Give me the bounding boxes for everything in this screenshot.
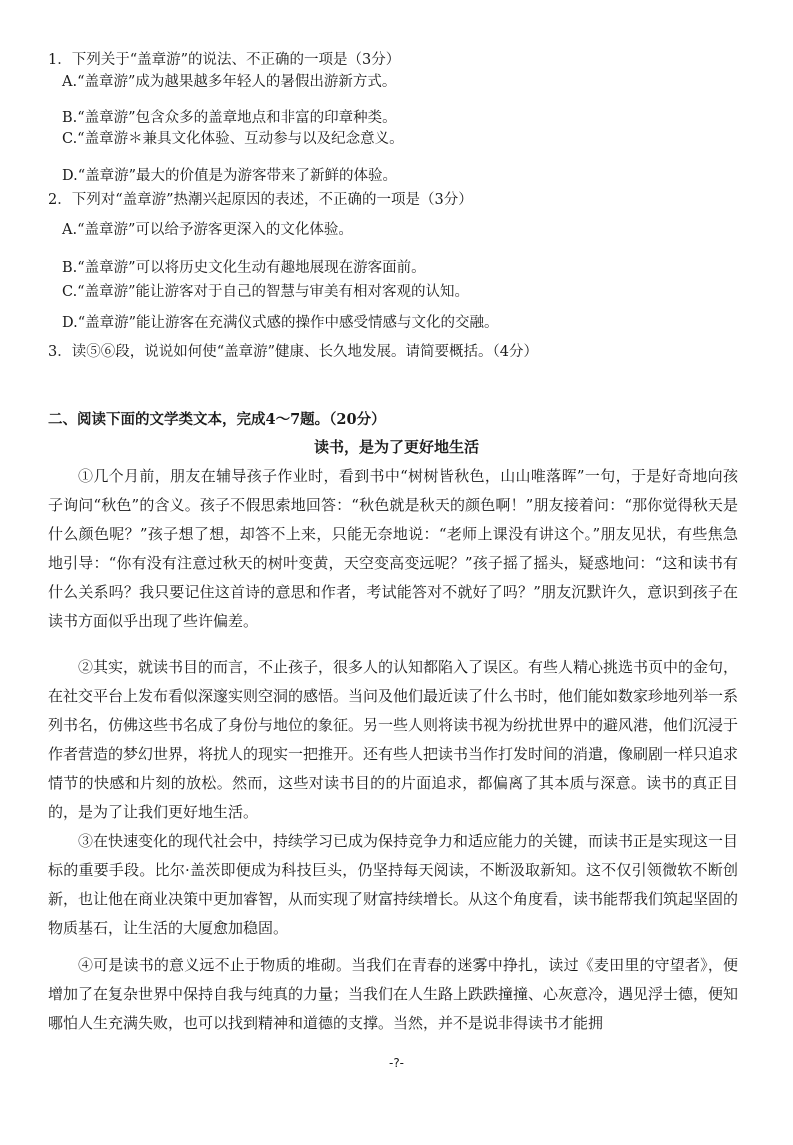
question-2-option-b: B.“盖章游”可以将历史文化生动有趣地展现在游客面前。: [62, 260, 426, 276]
question-1-option-a: A.“盖章游”成为越果越多年轻人的暑假出游新方式。: [62, 74, 397, 90]
question-2-option-a: A.“盖章游”可以给予游客更深入的文化体验。: [62, 222, 353, 238]
question-2-option-c: C.“盖章游”能让游客对于自己的智慧与审美有相对客观的认知。: [62, 284, 470, 300]
article-paragraph-1: ①几个月前，朋友在辅导孩子作业时，看到书中“树树皆秋色，山山唯落晖”一句，于是好奇地向孩子询问“秋色”的含义。孩子不假思索地回答：“秋色就是秋天的颜色啊！”朋友接着问：“那你觉得秋天是什么颜色呢？”孩子想了想，却答不上来，只能无奈地说：“老师上课没有讲这个。”朋友见状，有些焦急地引导：“你有没有注意过秋天的树叶变黄，天空变高变远呢？”孩子摇了摇头，疑惑地问：“这和读书有什么关系吗？我只要记住这首诗的意思和作者，考试能答对不就好了吗？”朋友沉默许久，意识到孩子在读书方面似乎出现了些许偏差。: [48, 467, 738, 630]
question-3-stem: 3．读⑤⑥段，说说如何使“盖章游”健康、长久地发展。请简要概括。（4分）: [48, 344, 539, 360]
page-number: -?-: [388, 1056, 405, 1070]
question-1-option-c: C.“盖章游＊兼具文化体验、互动参与以及纪念意义。: [62, 131, 404, 147]
article-paragraph-2: ②其实，就读书目的而言，不止孩子，很多人的认知都陷入了误区。有些人精心挑选书页中的金句，在社交平台上发布看似深邃实则空洞的感悟。当问及他们最近读了什么书时，他们能如数家珍地列举一系列书名，仿佛这些书名成了身份与地位的象征。另一些人则将读书视为纷扰世界中的避风港，他们沉浸于作者营造的梦幻世界，将扰人的现实一把推开。还有些人把读书当作打发时间的消遣，像刷剧一样只追求情节的快感和片刻的放松。然而，这些对读书目的的片面追求，都偏离了其本质与深意。读书的真正目的，是为了让我们更好地生活。: [48, 658, 739, 821]
article-paragraph-3: ③在快速变化的现代社会中，持续学习已成为保持竞争力和适应能力的关键，而读书正是实现这一目标的重要手段。比尔·盖茨即便成为科技巨头，仍坚持每天阅读，不断汲取新知。这不仅引领微软不断创新，也让他在商业决策中更加睿智，从而实现了财富持续增长。从这个角度看，读书能帮我们筑起坚固的物质基石，让生活的大厦愈加稳固。: [48, 832, 739, 937]
article-title: 读书，是为了更好地生活: [313, 438, 479, 456]
question-1-stem: 1．下列关于“盖章游”的说法、不正确的一项是（3分）: [48, 52, 401, 68]
question-2-stem: 2．下列对“盖章游”热潮兴起原因的表述，不正确的一项是（3分）: [48, 192, 473, 208]
section-heading: 二、阅读下面的文学类文本，完成4～7题。（20分）: [48, 411, 386, 428]
article-paragraph-4: ④可是读书的意义远不止于物质的堆砌。当我们在青春的迷雾中挣扎，读过《麦田里的守望者》，便增加了在复杂世界中保持自我与纯真的力量；当我们在人生路上跌跌撞撞、心灰意冷，遇见浮士德，便知哪怕人生充满失败，也可以找到精神和道德的支撑。当然，并不是说非得读书才能拥: [48, 956, 739, 1032]
question-2-option-d: D.“盖章游”能让游客在充满仪式感的操作中感受情感与文化的交融。: [62, 315, 499, 331]
question-1-option-b: B.“盖章游”包含众多的盖章地点和非富的印章种类。: [62, 110, 397, 126]
question-1-option-d: D.“盖章游”最大的价值是为游客带来了新鲜的体验。: [62, 168, 398, 184]
